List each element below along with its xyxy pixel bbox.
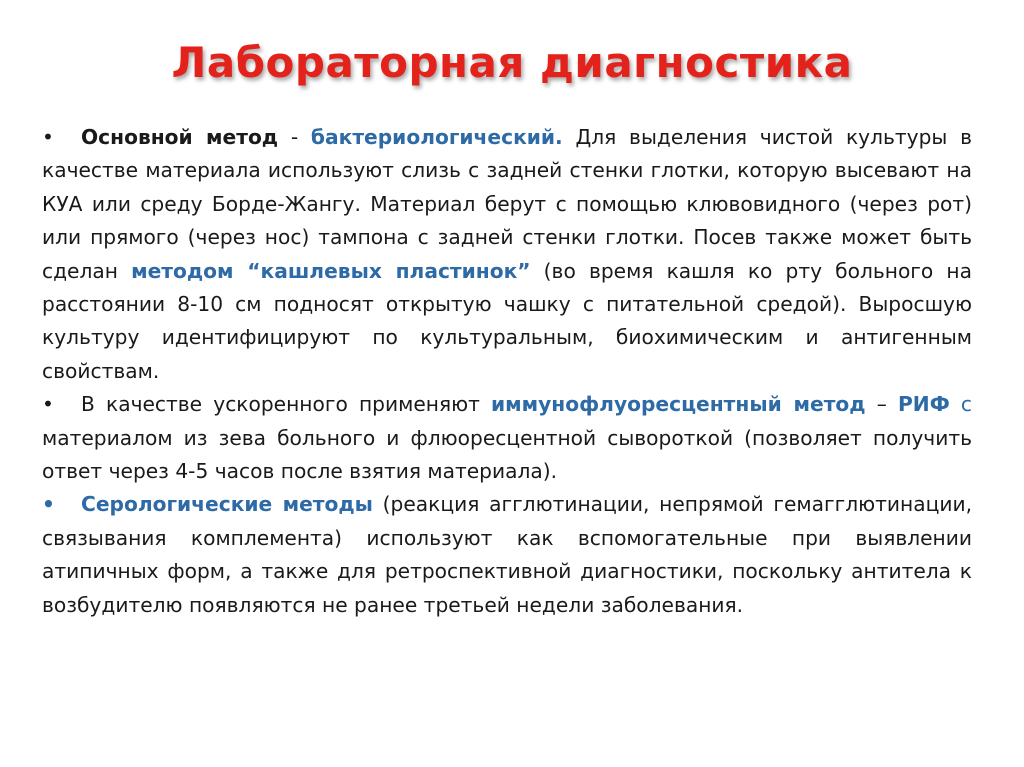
bullet-icon: •: [42, 492, 55, 517]
preposition-c: с: [949, 392, 972, 417]
method-cough-plates: методом “кашлевых пластинок”: [131, 258, 531, 283]
main-method-label: Основной метод: [81, 125, 279, 149]
bullet-item-bacteriological: [42, 121, 972, 388]
serological-text: (реакция агглютинации, непрямой гемагглютинации, связывания комплемента) используют как вспомогательные при выявлении атипичных форм, а также для ретроспективной диагностики, поскольку антитела к возбудителю появляются не ранее третьей недели заболевания.: [42, 492, 972, 617]
bullet-icon: •: [42, 392, 54, 417]
slide-title: Лабораторная диагностика: [171, 38, 853, 87]
immunofluorescence-text-1: В качестве ускоренного применяют: [81, 392, 491, 417]
dash: –: [865, 392, 898, 417]
immunofluorescence-text-2: материалом из зева больного и флюоресцентной сывороткой (позволяет получить ответ через 4-5 часов после взятия материала).: [42, 425, 972, 484]
bacteriological-text-1: Для выделения чистой культуры в качестве материала используют слизь с задней стенки глотки, которую высевают на КУА или среду Борде-Жангу. Материал берут с помощью клювовидного (через рот) или прямого (через нос) тампона с задней стенки глотки. Посев также может быть сделан: [42, 125, 972, 283]
bullet-item-serological: [42, 488, 972, 622]
slide-content: [42, 121, 972, 622]
method-serological: Серологические методы: [81, 492, 373, 517]
separator: -: [278, 125, 311, 149]
method-bacteriological: бактериологический.: [310, 125, 563, 149]
bullet-icon: •: [42, 125, 54, 149]
method-rif: РИФ: [898, 392, 950, 417]
method-immunofluorescent: иммунофлуоресцентный метод: [491, 392, 866, 417]
bacteriological-text-2: (во время кашля ко рту больного на расстоянии 8-10 см подносят открытую чашку с питательной средой). Выросшую культуру идентифицируют по культуральным, биохимическим и антигенным свойствам.: [42, 258, 972, 383]
bullet-item-immunofluorescence: [42, 388, 972, 488]
